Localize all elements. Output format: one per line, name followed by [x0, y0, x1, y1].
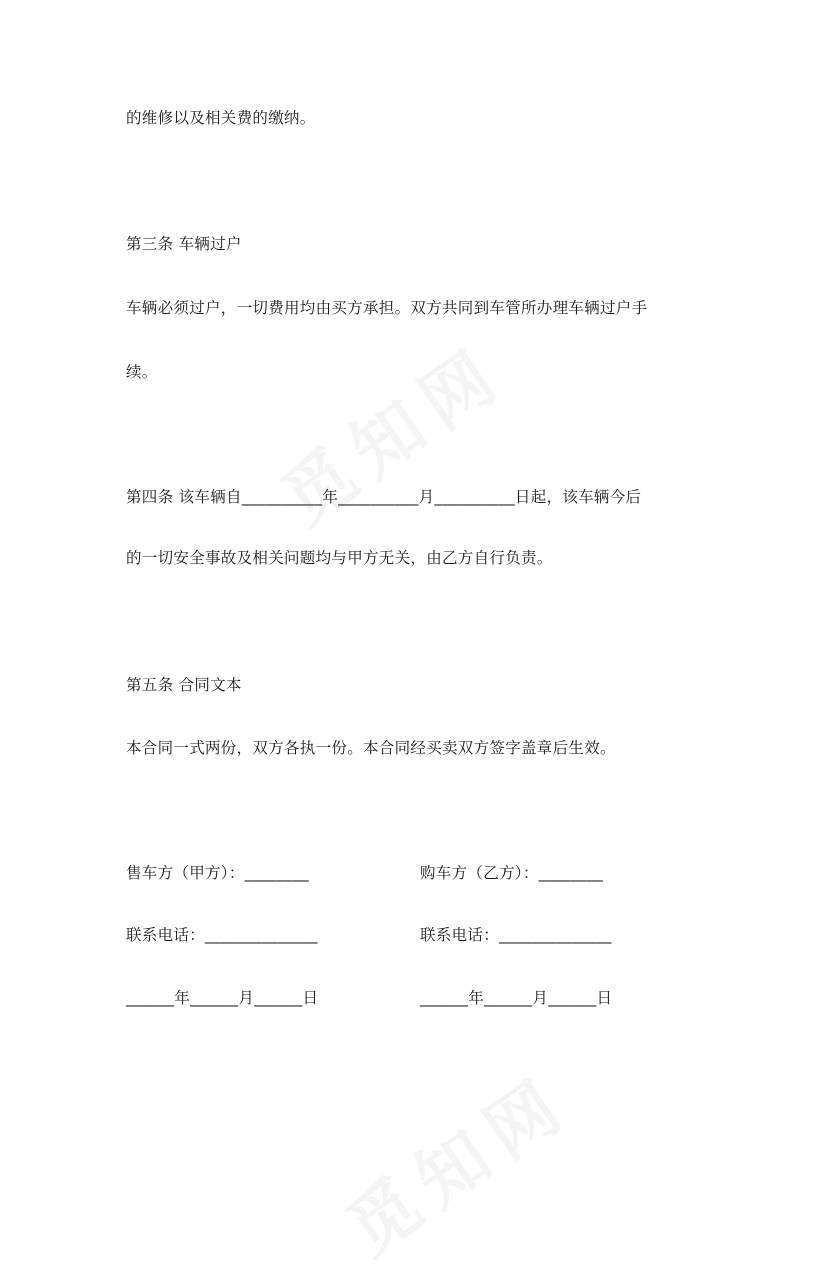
article-5-text: 本合同一式两份，双方各执一份。本合同经买卖双方签字盖章后生效。: [126, 739, 616, 757]
article-3-text-line2: 续。: [126, 363, 158, 381]
article-5-title: 第五条 合同文本: [126, 676, 242, 694]
article-4-text-line2: 的一切安全事故及相关问题均与甲方无关，由乙方自行负责。: [126, 549, 553, 567]
seller-date: ______年______月______日: [126, 989, 319, 1007]
seller-phone: 联系电话：______________: [126, 926, 318, 944]
buyer-phone: 联系电话：______________: [420, 926, 612, 944]
seller-signature: 售车方（甲方）：________: [126, 864, 310, 882]
buyer-signature: 购车方（乙方）：________: [420, 864, 604, 882]
paragraph-continuation: 的维修以及相关费的缴纳。: [126, 109, 316, 127]
article-3-text-line1: 车辆必须过户，一切费用均由买方承担。双方共同到车管所办理车辆过户手: [126, 299, 648, 317]
buyer-date: ______年______月______日: [420, 989, 613, 1007]
watermark: [259, 317, 523, 544]
watermark-bottom: [324, 1047, 588, 1274]
article-3-title: 第三条 车辆过户: [126, 235, 242, 253]
article-4-text-line1: 第四条 该车辆自__________年__________月__________日起，该车辆今后: [126, 488, 642, 506]
